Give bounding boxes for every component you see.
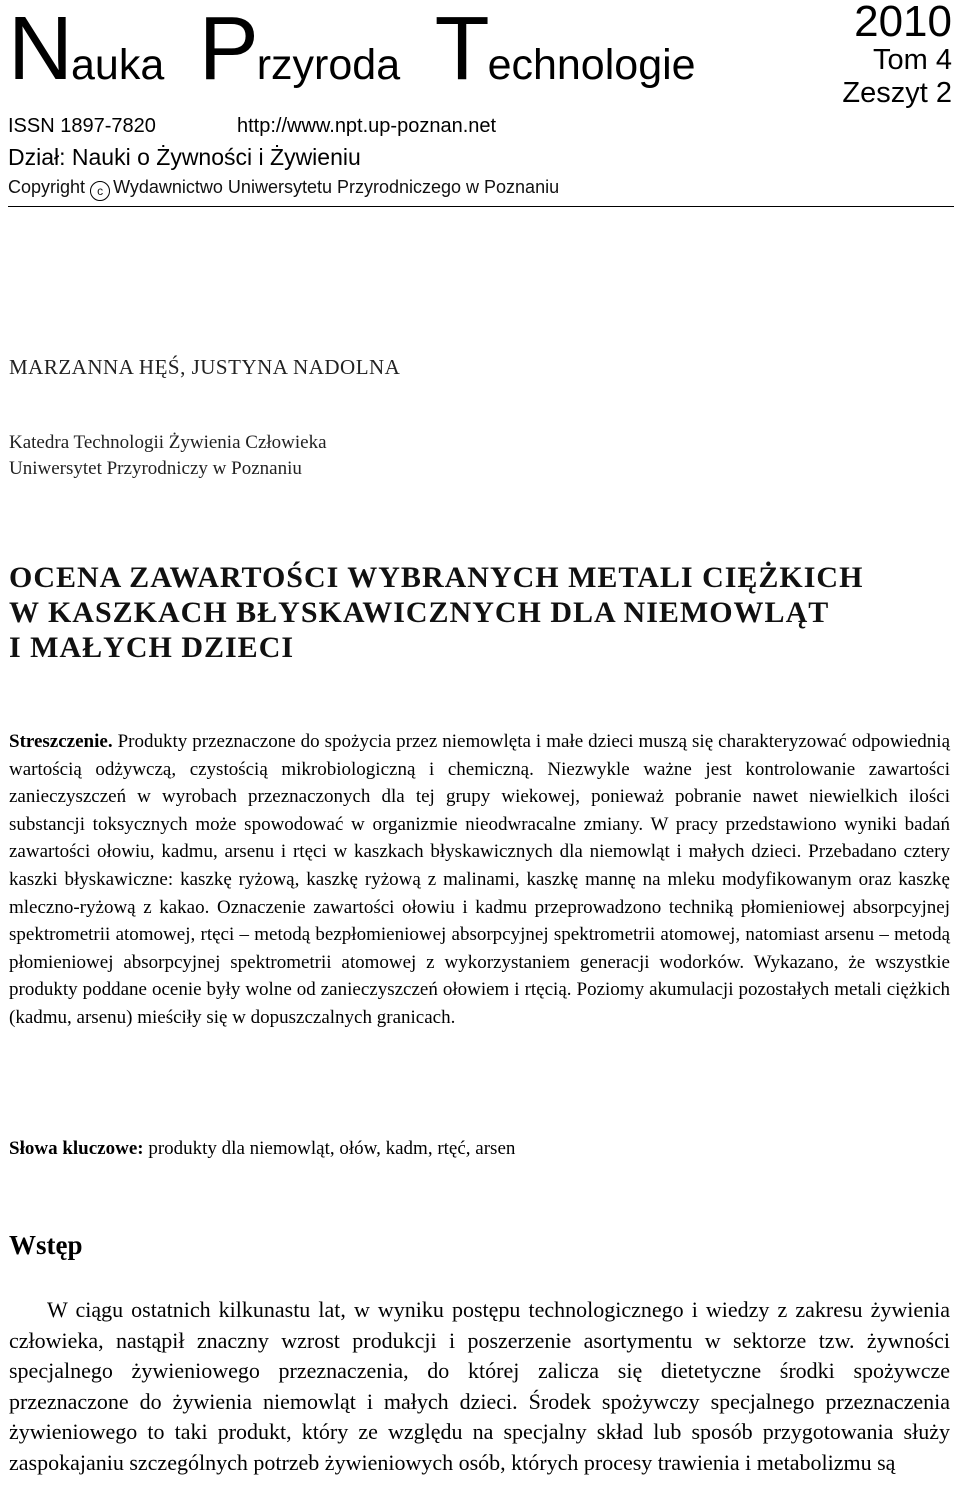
journal-title-word-3 bbox=[434, 0, 696, 99]
title-rest: auka bbox=[71, 41, 165, 89]
copyright-icon: c bbox=[90, 181, 110, 201]
issue-info bbox=[842, 0, 952, 110]
affiliation-line-1: Katedra Technologii Żywienia Człowieka bbox=[9, 432, 327, 453]
journal-title-word-1 bbox=[8, 0, 165, 99]
title-initial: P bbox=[198, 0, 257, 99]
journal-meta bbox=[8, 114, 952, 201]
journal-section: Dział: Nauki o Żywności i Żywieniu bbox=[8, 144, 361, 170]
section-heading: Wstęp bbox=[9, 1230, 83, 1260]
title-line-1: OCENA ZAWARTOŚCI WYBRANYCH METALI CIĘŻKICH bbox=[9, 561, 864, 594]
title-initial: T bbox=[434, 0, 488, 99]
title-line-3: I MAŁYCH DZIECI bbox=[9, 631, 295, 664]
journal-url[interactable]: http://www.npt.up-poznan.net bbox=[237, 115, 497, 137]
affiliation bbox=[9, 430, 327, 482]
body-paragraph bbox=[9, 1295, 950, 1478]
header-divider bbox=[8, 206, 954, 207]
abstract-text: Produkty przeznaczone do spożycia przez niemowlęta i małe dzieci muszą się charakteryzować odpowiednią wartością odżywczą, czystością mikrobiologiczną i chemiczną. Niezwykle ważne jest kontrolowanie zawartości zanieczyszczeń w wyrobach przeznaczonych dla tej grupy wiekowej, ponieważ pobranie nawet niewielkich ilości substancji toksycznych może spowodować w organizmie nieodwracalne zmiany. W pracy przedstawiono wyniki badań zawartości ołowiu, kadmu, arsenu i rtęci w kaszkach błyskawicznych dla niemowląt i małych dzieci. Przebadano cztery kaszki błyskawiczne: kaszkę ryżową, kaszkę ryżową z malinami, kaszkę mannę na mleku modyfikowanym oraz kaszkę mleczno-ryżową z kakao. Oznaczenie zawartości ołowiu i kadmu przeprowadzono techniką płomieniowej absorpcyjnej spektrometrii atomowej, rtęci – metodą bezpłomieniowej absorpcyjnej spektrometrii atomowej, natomiast arsenu – metodą płomieniowej absorpcyjnej spektrometrii atomowej z wykorzystaniem generacji wodorków. Wykazano, że wszystkie produkty poddane ocenie były wolne od zanieczyszczeń ołowiem i rtęcią. Poziomy akumulacji pozostałych metali ciężkich (kadmu, arsenu) mieściły się w dopuszczalnych granicach. bbox=[9, 731, 950, 1028]
issn: ISSN 1897-7820 bbox=[8, 115, 156, 137]
affiliation-line-2: Uniwersytet Przyrodniczy w Poznaniu bbox=[9, 458, 302, 479]
copyright-label: Copyright bbox=[8, 177, 86, 197]
keywords bbox=[9, 1136, 950, 1162]
body-paragraph-text: W ciągu ostatnich kilkunastu lat, w wyniku postępu technologicznego i wiedzy z zakresu żywienia człowieka, nastąpił znaczny wzrost produkcji i poszerzenie asortymentu w sektorze tzw. żywności specjalnego żywieniowego przeznaczenia, do której zalicza się dietetyczne środki spożywcze przeznaczone do żywienia niemowląt i małych dzieci. Środek spożywczy specjalnego przeznaczenia żywieniowego to taki produkt, który ze względu na specjalny skład lub sposób przygotowania służy zaspokajaniu szczególnych potrzeb żywieniowych osób, których procesy trawienia i metabolizmu są bbox=[9, 1297, 950, 1475]
journal-title bbox=[8, 0, 726, 99]
authors: MARZANNA HĘŚ, JUSTYNA NADOLNA bbox=[9, 355, 401, 379]
title-rest: echnologie bbox=[487, 41, 696, 89]
abstract-label: Streszczenie. bbox=[9, 731, 113, 752]
issue-number: Zeszyt 2 bbox=[842, 77, 952, 109]
issue-volume: Tom 4 bbox=[873, 44, 952, 76]
keywords-label: Słowa kluczowe: bbox=[9, 1138, 144, 1159]
title-initial: N bbox=[8, 0, 71, 99]
keywords-text: produkty dla niemowląt, ołów, kadm, rtęć, arsen bbox=[148, 1138, 516, 1159]
title-line-2: W KASZKACH BŁYSKAWICZNYCH DLA NIEMOWLĄT bbox=[9, 596, 830, 629]
issn-url-row bbox=[8, 114, 952, 138]
copyright-holder: Wydawnictwo Uniwersytetu Przyrodniczego w Poznaniu bbox=[113, 177, 560, 197]
abstract bbox=[9, 728, 950, 1032]
journal-masthead bbox=[8, 0, 952, 120]
title-rest: rzyroda bbox=[256, 41, 401, 89]
article-title bbox=[9, 560, 949, 665]
issue-year: 2010 bbox=[854, 0, 952, 46]
copyright-line bbox=[8, 176, 952, 201]
journal-title-word-2 bbox=[198, 0, 401, 99]
